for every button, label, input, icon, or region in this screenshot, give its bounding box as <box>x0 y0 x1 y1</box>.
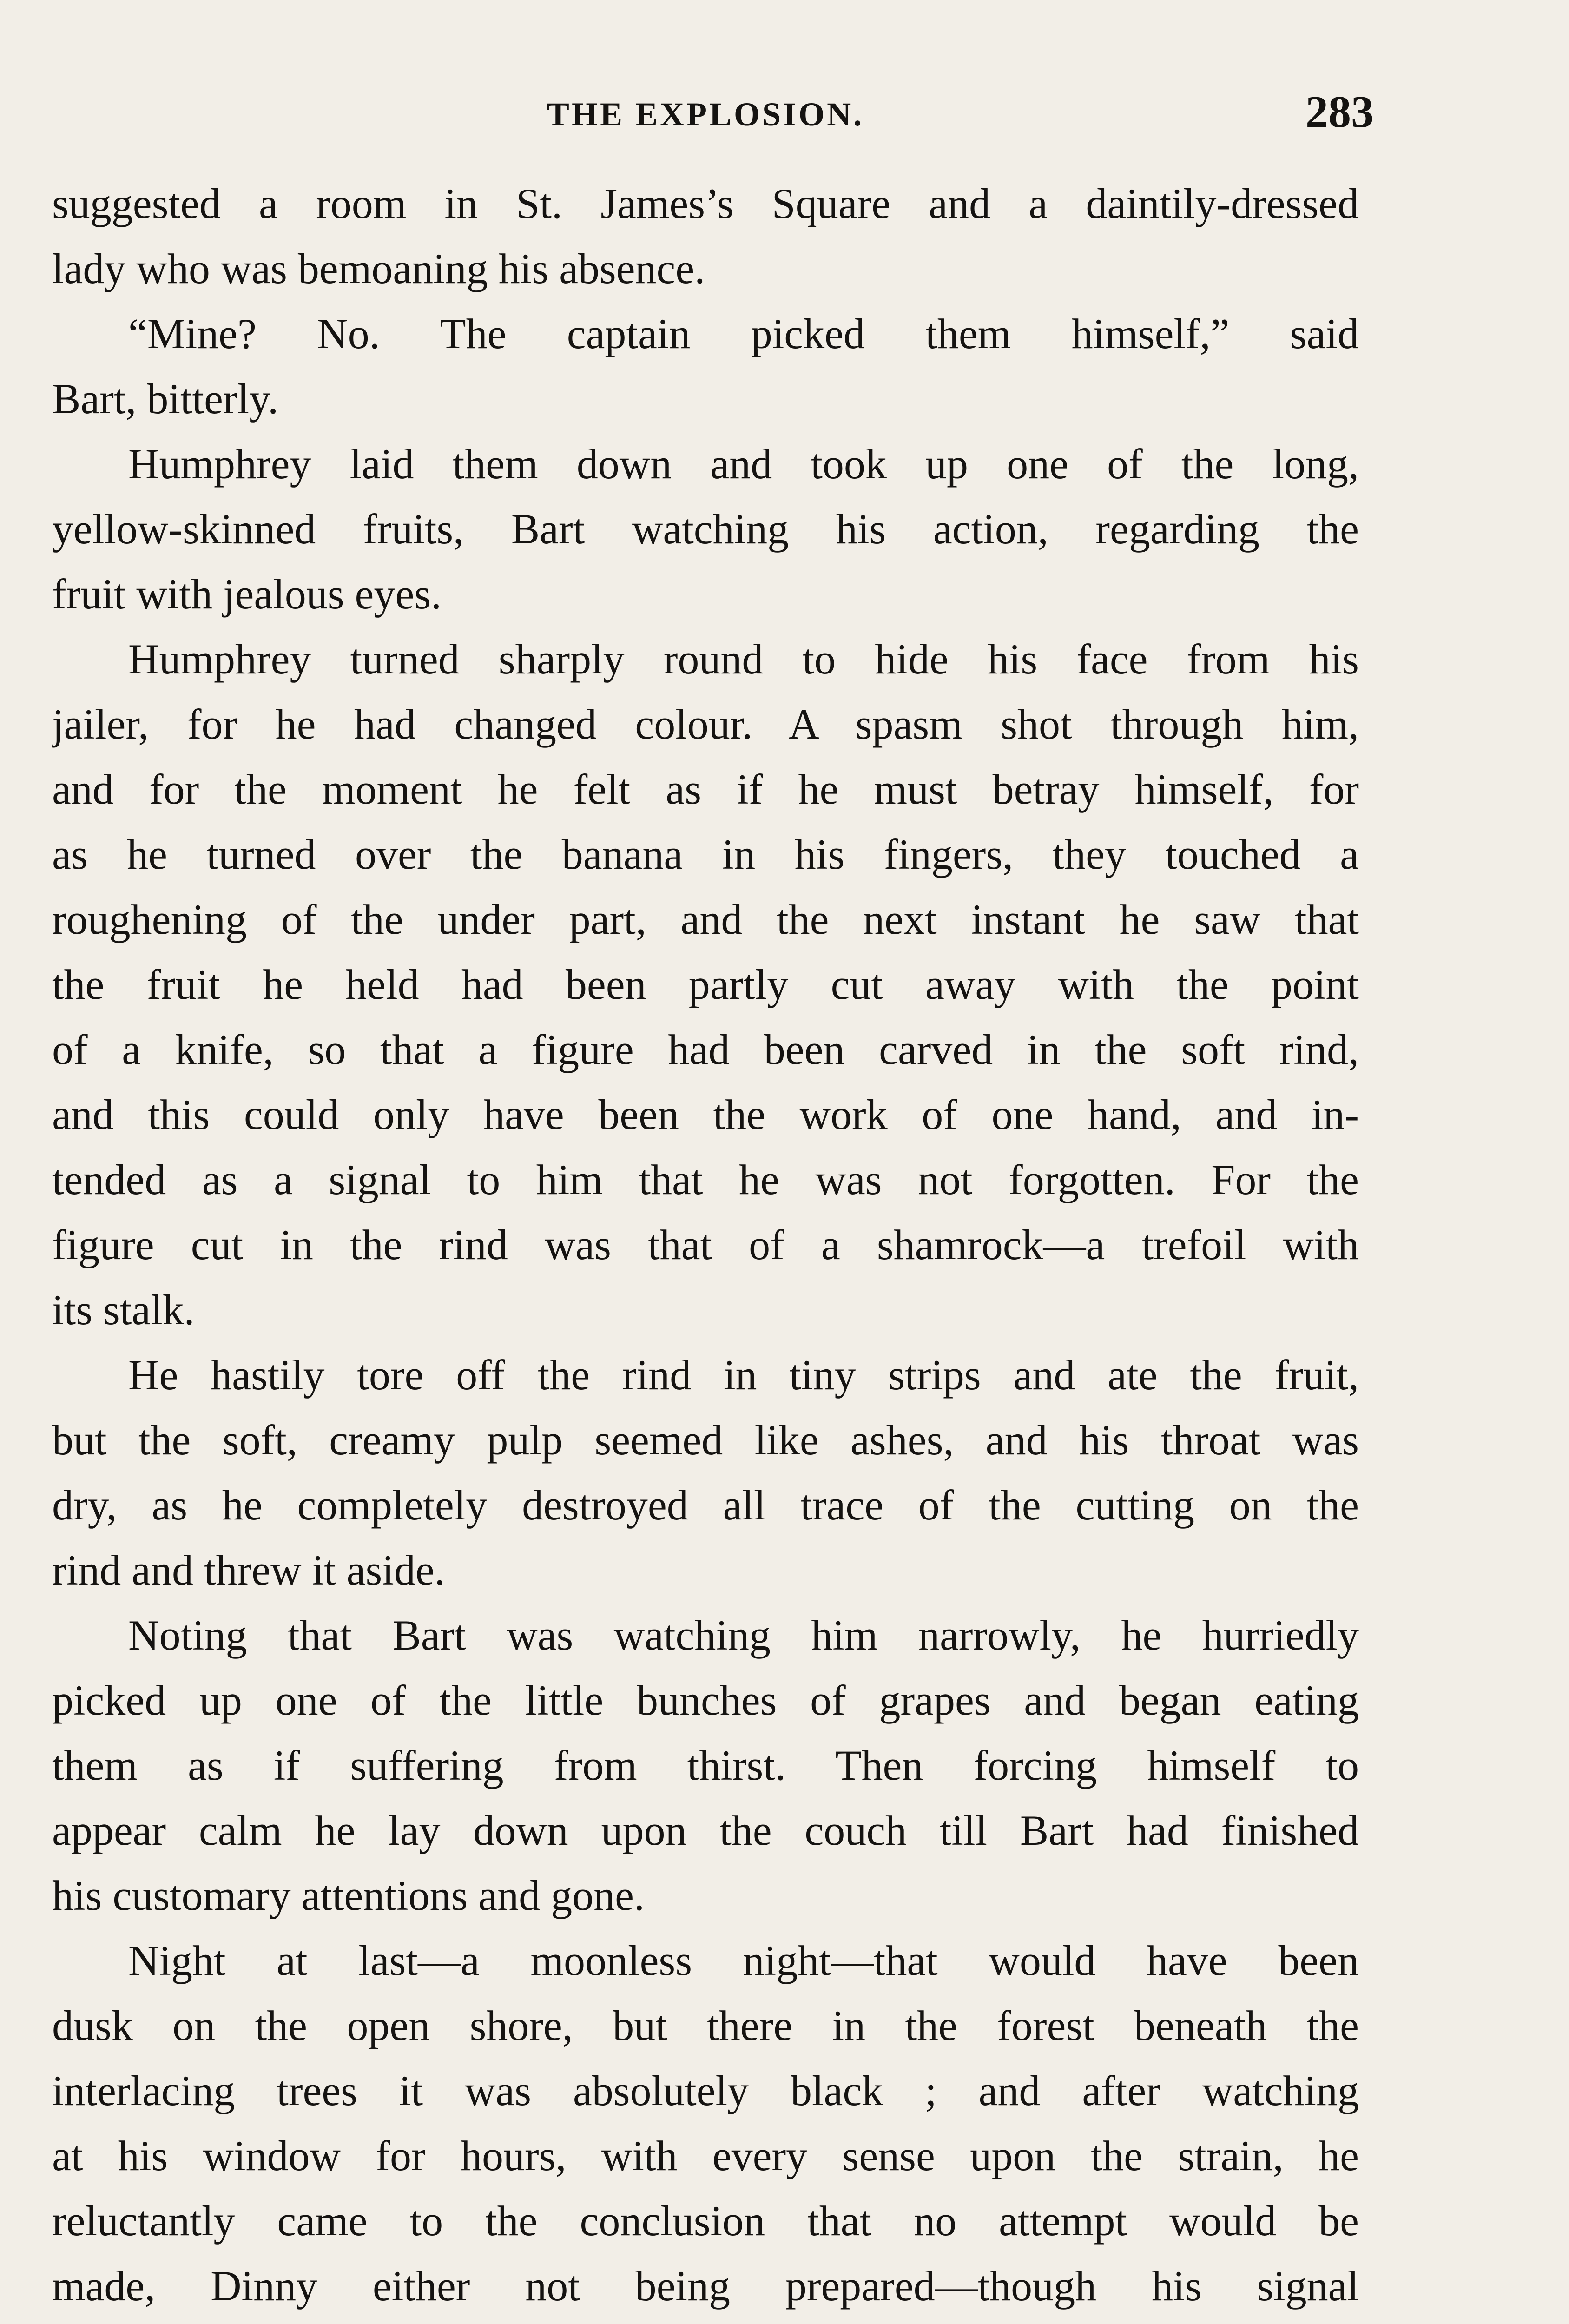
text-line: yellow-skinned fruits, Bart watching his action, regarding the <box>52 505 1359 553</box>
text-line: “Mine? No. The captain picked them himself,” said <box>128 310 1359 357</box>
text-line: rind and threw it aside. <box>52 1546 445 1594</box>
text-line: interlacing trees it was absolutely black ; and after watching <box>52 2067 1359 2114</box>
text-line: dusk on the open shore, but there in the forest beneath the <box>52 2002 1359 2049</box>
text-line: its stalk. <box>52 1286 195 1334</box>
text-line: figure cut in the rind was that of a shamrock—a trefoil with <box>52 1221 1359 1268</box>
body-text <box>52 171 1359 2318</box>
text-line: appear calm he lay down upon the couch till Bart had finished <box>52 1807 1359 1854</box>
text-line: picked up one of the little bunches of grapes and began eating <box>52 1677 1359 1724</box>
text-line: dry, as he completely destroyed all trace of the cutting on the <box>52 1481 1359 1529</box>
text-line: reluctantly came to the conclusion that no attempt would be <box>52 2197 1359 2245</box>
page-header <box>53 86 1374 142</box>
text-line: his customary attentions and gone. <box>52 1872 645 1919</box>
text-line: at his window for hours, with every sense upon the strain, he <box>52 2132 1359 2179</box>
text-line: Night at last—a moonless night—that would have been <box>128 1937 1359 1984</box>
page-number: 283 <box>1305 87 1374 137</box>
text-line: as he turned over the banana in his fingers, they touched a <box>52 831 1359 878</box>
text-line: Bart, bitterly. <box>52 375 279 423</box>
text-line: Humphrey laid them down and took up one of the long, <box>128 440 1359 488</box>
text-line: lady who was bemoaning his absence. <box>52 245 705 292</box>
text-line: tended as a signal to him that he was not forgotten. For the <box>52 1156 1359 1203</box>
text-line: suggested a room in St. James’s Square and a daintily-dressed <box>52 180 1359 227</box>
text-line: Noting that Bart was watching him narrowly, he hurriedly <box>128 1611 1359 1659</box>
text-line: but the soft, creamy pulp seemed like ashes, and his throat was <box>52 1416 1359 1464</box>
text-line: and for the moment he felt as if he must betray himself, for <box>52 766 1359 813</box>
running-title: THE EXPLOSION. <box>547 96 864 133</box>
text-line: roughening of the under part, and the next instant he saw that <box>52 896 1359 943</box>
text-line: and this could only have been the work of one hand, and in- <box>52 1091 1359 1138</box>
text-line: jailer, for he had changed colour. A spasm shot through him, <box>52 700 1359 748</box>
text-line: the fruit he held had been partly cut away with the point <box>52 961 1359 1008</box>
text-line: made, Dinny either not being prepared—though his signal <box>52 2262 1359 2310</box>
text-line: Humphrey turned sharply round to hide his face from his <box>128 635 1359 683</box>
text-line: them as if suffering from thirst. Then forcing himself to <box>52 1742 1359 1789</box>
text-line: fruit with jealous eyes. <box>52 570 442 618</box>
text-line: He hastily tore off the rind in tiny strips and ate the fruit, <box>128 1351 1359 1399</box>
text-line: of a knife, so that a figure had been carved in the soft rind, <box>52 1026 1359 1073</box>
